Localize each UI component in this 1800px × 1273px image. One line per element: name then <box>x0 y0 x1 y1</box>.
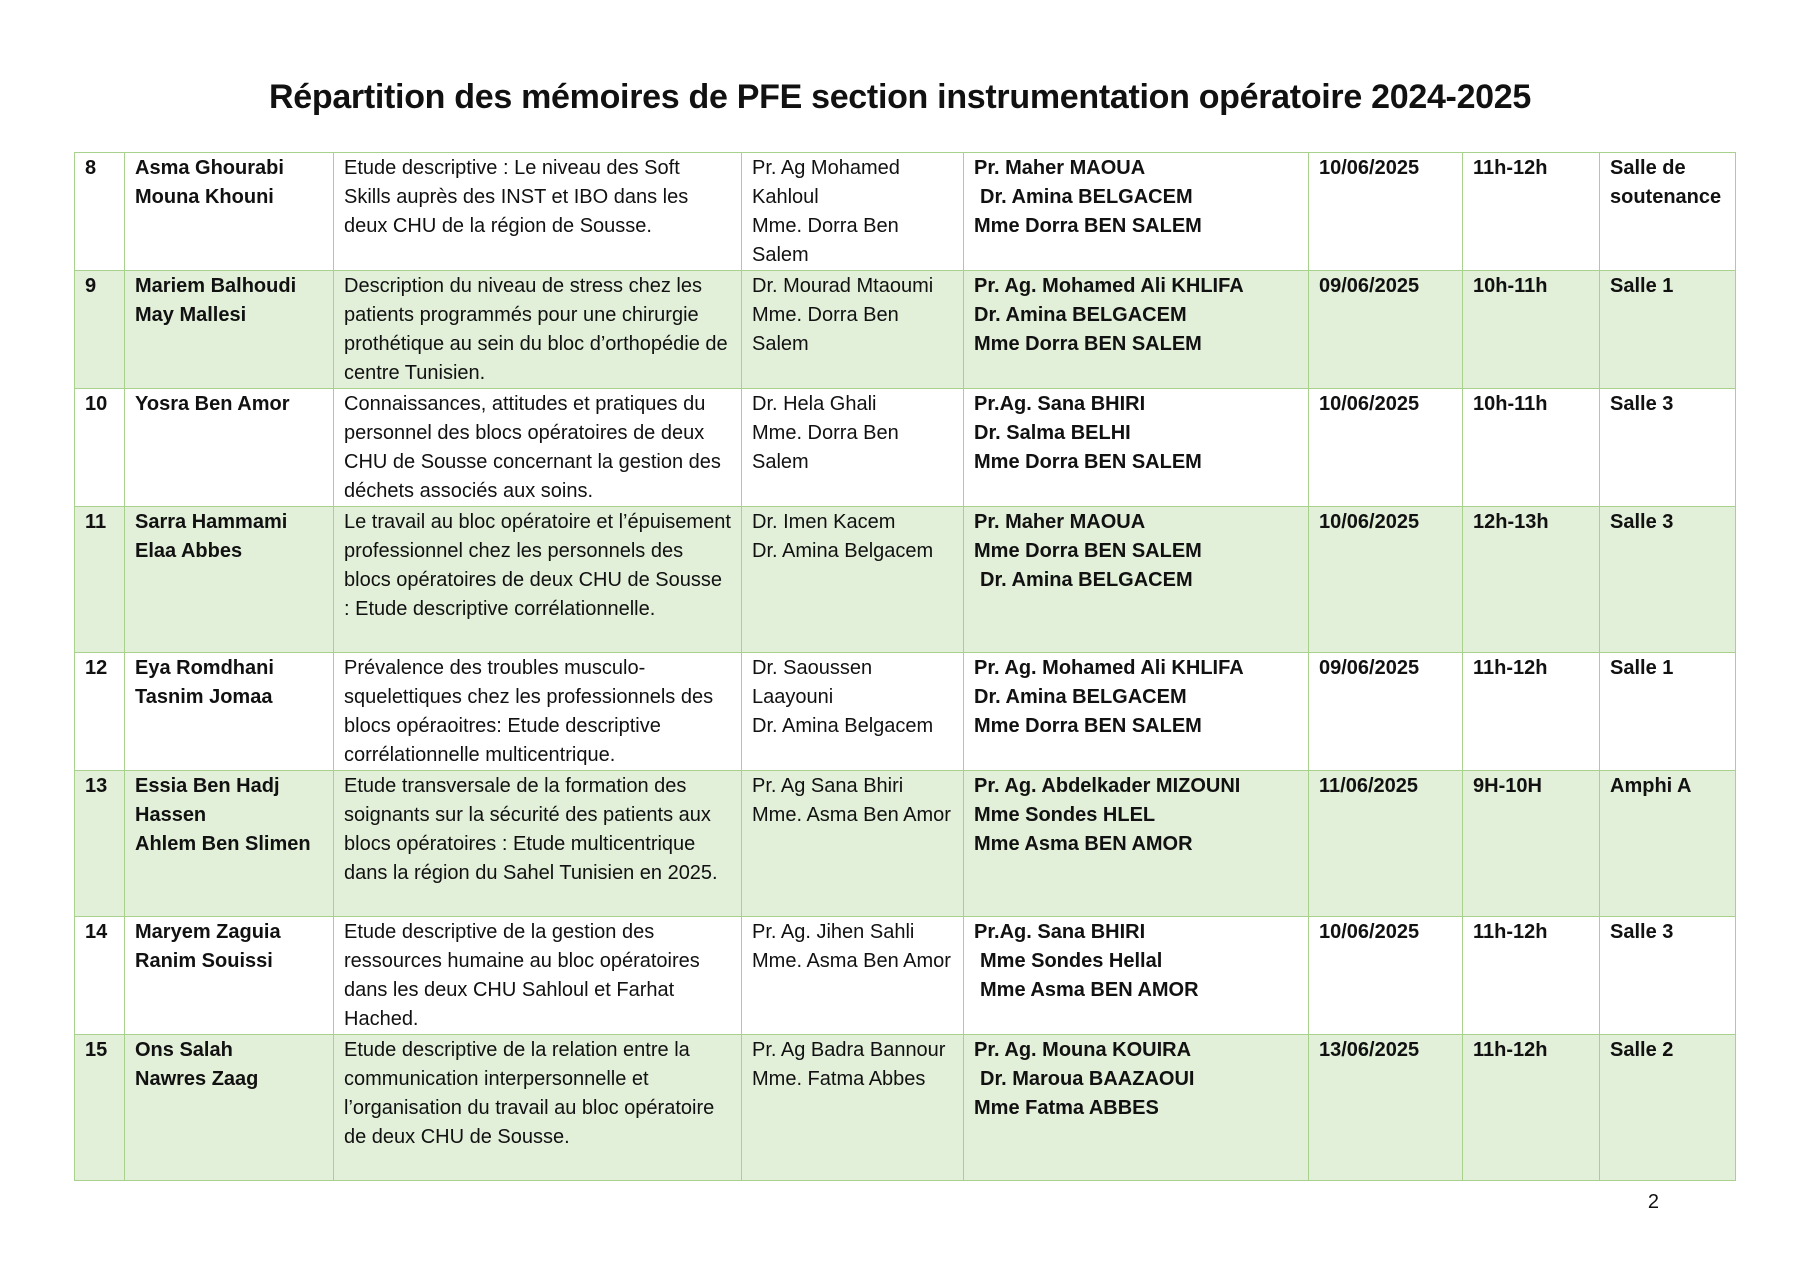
time-cell: 11h-12h <box>1463 153 1600 271</box>
student-name: Ahlem Ben Slimen <box>135 833 311 855</box>
room-cell: Amphi A <box>1600 771 1736 917</box>
date-cell: 13/06/2025 <box>1309 1035 1463 1181</box>
supervisor-name: Dr. Saoussen Laayouni <box>752 657 873 708</box>
row-number: 12 <box>75 653 125 771</box>
student-name: Nawres Zaag <box>135 1068 259 1090</box>
time-cell: 10h-11h <box>1463 271 1600 389</box>
subject-text: Prévalence des troubles musculo-squelettiques chez les professionnels des blocs opéraoitres: Etude descriptive corrélationnelle multicentrique. <box>344 657 714 766</box>
jury-cell <box>964 917 1309 1035</box>
students-cell <box>125 153 334 271</box>
students-cell <box>125 917 334 1035</box>
jury-member: Mme Dorra BEN SALEM <box>974 715 1202 737</box>
jury-member: Pr.Ag. Sana BHIRI <box>974 393 1146 415</box>
row-number: 15 <box>75 1035 125 1181</box>
jury-member: Mme Asma BEN AMOR <box>980 979 1199 1001</box>
row-number: 11 <box>75 507 125 653</box>
student-name: Essia Ben Hadj Hassen <box>135 775 280 826</box>
date-cell: 11/06/2025 <box>1309 771 1463 917</box>
subject-cell <box>334 771 742 917</box>
date-cell: 10/06/2025 <box>1309 917 1463 1035</box>
student-name: Eya Romdhani <box>135 657 274 679</box>
table-row <box>75 507 1736 653</box>
time-cell: 11h-12h <box>1463 653 1600 771</box>
time-cell: 11h-12h <box>1463 1035 1600 1181</box>
room-cell: Salle 1 <box>1600 653 1736 771</box>
student-name: Sarra Hammami <box>135 511 288 533</box>
supervisor-name: Dr. Amina Belgacem <box>752 715 934 737</box>
jury-member: Dr. Salma BELHI <box>974 422 1131 444</box>
page-number: 2 <box>1647 1191 1659 1213</box>
jury-member: Mme Fatma ABBES <box>974 1097 1159 1119</box>
supervisor-name: Dr. Mourad Mtaoumi <box>752 275 934 297</box>
room-cell: Salle 3 <box>1600 917 1736 1035</box>
subject-cell <box>334 389 742 507</box>
supervisor-name: Dr. Hela Ghali <box>752 393 877 415</box>
student-name: Mouna Khouni <box>135 186 274 208</box>
jury-member: Mme Sondes Hellal <box>980 950 1163 972</box>
subject-text: Connaissances, attitudes et pratiques du personnel des blocs opératoires de deux CHU de Sousse concernant la gestion des déchets associés aux soins. <box>344 393 721 502</box>
jury-member: Pr. Ag. Mouna KOUIRA <box>974 1039 1192 1061</box>
table-row <box>75 153 1736 271</box>
student-name: May Mallesi <box>135 304 247 326</box>
date-cell: 09/06/2025 <box>1309 271 1463 389</box>
students-cell <box>125 389 334 507</box>
subject-text: Description du niveau de stress chez les patients programmés pour une chirurgie prothétique au sein du bloc d’orthopédie de centre Tunisien. <box>344 275 728 384</box>
supervisors-cell <box>742 271 964 389</box>
table-row <box>75 917 1736 1035</box>
jury-member: Dr. Amina BELGACEM <box>980 186 1193 208</box>
supervisor-name: Mme. Fatma Abbes <box>752 1068 926 1090</box>
supervisor-name: Mme. Dorra Ben Salem <box>752 422 899 473</box>
jury-member: Pr. Maher MAOUA <box>974 511 1146 533</box>
page-title: Répartition des mémoires de PFE section instrumentation opératoire 2024-2025 <box>268 78 1532 116</box>
student-name: Tasnim Jomaa <box>135 686 273 708</box>
supervisor-name: Mme. Asma Ben Amor <box>752 804 951 826</box>
student-name: Maryem Zaguia <box>135 921 281 943</box>
jury-member: Dr. Amina BELGACEM <box>974 686 1187 708</box>
jury-cell <box>964 653 1309 771</box>
jury-cell <box>964 153 1309 271</box>
supervisor-name: Mme. Dorra Ben Salem <box>752 304 899 355</box>
subject-cell <box>334 1035 742 1181</box>
room-cell: Salle de soutenance <box>1600 153 1736 271</box>
room-cell: Salle 3 <box>1600 507 1736 653</box>
date-cell: 09/06/2025 <box>1309 653 1463 771</box>
table-row <box>75 1035 1736 1181</box>
jury-member: Pr. Ag. Abdelkader MIZOUNI <box>974 775 1241 797</box>
table-row <box>75 653 1736 771</box>
student-name: Ranim Souissi <box>135 950 273 972</box>
time-cell: 10h-11h <box>1463 389 1600 507</box>
students-cell <box>125 271 334 389</box>
supervisors-cell <box>742 389 964 507</box>
subject-cell <box>334 153 742 271</box>
supervisors-cell <box>742 653 964 771</box>
row-number: 13 <box>75 771 125 917</box>
subject-text: Etude descriptive de la relation entre la communication interpersonnelle et l’organisation du travail au bloc opératoire de deux CHU de Sousse. <box>344 1039 715 1148</box>
jury-cell <box>964 271 1309 389</box>
supervisor-name: Pr. Ag. Jihen Sahli <box>752 921 915 943</box>
student-name: Mariem Balhoudi <box>135 275 297 297</box>
thesis-schedule-table <box>74 152 1736 1181</box>
table-row <box>75 771 1736 917</box>
jury-member: Mme Asma BEN AMOR <box>974 833 1193 855</box>
supervisor-name: Pr. Ag Sana Bhiri <box>752 775 904 797</box>
row-number: 14 <box>75 917 125 1035</box>
students-cell <box>125 507 334 653</box>
date-cell: 10/06/2025 <box>1309 389 1463 507</box>
jury-member: Mme Sondes HLEL <box>974 804 1156 826</box>
row-number: 8 <box>75 153 125 271</box>
subject-text: Etude descriptive de la gestion des ressources humaine au bloc opératoires dans les deux CHU Sahloul et Farhat Hached. <box>344 921 700 1030</box>
jury-member: Pr. Ag. Mohamed Ali KHLIFA <box>974 275 1244 297</box>
subject-cell <box>334 653 742 771</box>
students-cell <box>125 653 334 771</box>
supervisors-cell <box>742 507 964 653</box>
room-cell: Salle 1 <box>1600 271 1736 389</box>
jury-member: Dr. Amina BELGACEM <box>974 304 1187 326</box>
subject-cell <box>334 917 742 1035</box>
row-number: 9 <box>75 271 125 389</box>
subject-text: Etude descriptive : Le niveau des Soft Skills auprès des INST et IBO dans les deux CHU de la région de Sousse. <box>344 157 689 237</box>
jury-member: Mme Dorra BEN SALEM <box>974 540 1202 562</box>
supervisors-cell <box>742 771 964 917</box>
jury-member: Pr.Ag. Sana BHIRI <box>974 921 1146 943</box>
student-name: Asma Ghourabi <box>135 157 284 179</box>
subject-text: Etude transversale de la formation des soignants sur la sécurité des patients aux blocs opératoires : Etude multicentrique dans la région du Sahel Tunisien en 2025. <box>344 775 718 884</box>
students-cell <box>125 1035 334 1181</box>
jury-cell <box>964 1035 1309 1181</box>
jury-cell <box>964 389 1309 507</box>
time-cell: 11h-12h <box>1463 917 1600 1035</box>
date-cell: 10/06/2025 <box>1309 507 1463 653</box>
supervisor-name: Pr. Ag Mohamed Kahloul <box>752 157 900 208</box>
jury-member: Dr. Amina BELGACEM <box>980 569 1193 591</box>
student-name: Elaa Abbes <box>135 540 243 562</box>
supervisor-name: Mme. Dorra Ben Salem <box>752 215 899 266</box>
table-row <box>75 389 1736 507</box>
supervisor-name: Dr. Amina Belgacem <box>752 540 934 562</box>
supervisors-cell <box>742 917 964 1035</box>
jury-member: Dr. Maroua BAAZAOUI <box>980 1068 1195 1090</box>
subject-cell <box>334 507 742 653</box>
jury-member: Mme Dorra BEN SALEM <box>974 215 1202 237</box>
time-cell: 9H-10H <box>1463 771 1600 917</box>
jury-member: Mme Dorra BEN SALEM <box>974 451 1202 473</box>
student-name: Yosra Ben Amor <box>135 393 290 415</box>
supervisor-name: Dr. Imen Kacem <box>752 511 896 533</box>
jury-member: Pr. Ag. Mohamed Ali KHLIFA <box>974 657 1244 679</box>
student-name: Ons Salah <box>135 1039 233 1061</box>
supervisor-name: Mme. Asma Ben Amor <box>752 950 951 972</box>
time-cell: 12h-13h <box>1463 507 1600 653</box>
room-cell: Salle 3 <box>1600 389 1736 507</box>
subject-text: Le travail au bloc opératoire et l’épuisement professionnel chez les personnels des blocs opératoires de deux CHU de Sousse : Etude descriptive corrélationnelle. <box>344 511 731 620</box>
date-cell: 10/06/2025 <box>1309 153 1463 271</box>
jury-member: Pr. Maher MAOUA <box>974 157 1146 179</box>
room-cell: Salle 2 <box>1600 1035 1736 1181</box>
jury-cell <box>964 507 1309 653</box>
subject-cell <box>334 271 742 389</box>
supervisors-cell <box>742 1035 964 1181</box>
row-number: 10 <box>75 389 125 507</box>
supervisor-name: Pr. Ag Badra Bannour <box>752 1039 946 1061</box>
table-row <box>75 271 1736 389</box>
supervisors-cell <box>742 153 964 271</box>
jury-member: Mme Dorra BEN SALEM <box>974 333 1202 355</box>
students-cell <box>125 771 334 917</box>
jury-cell <box>964 771 1309 917</box>
